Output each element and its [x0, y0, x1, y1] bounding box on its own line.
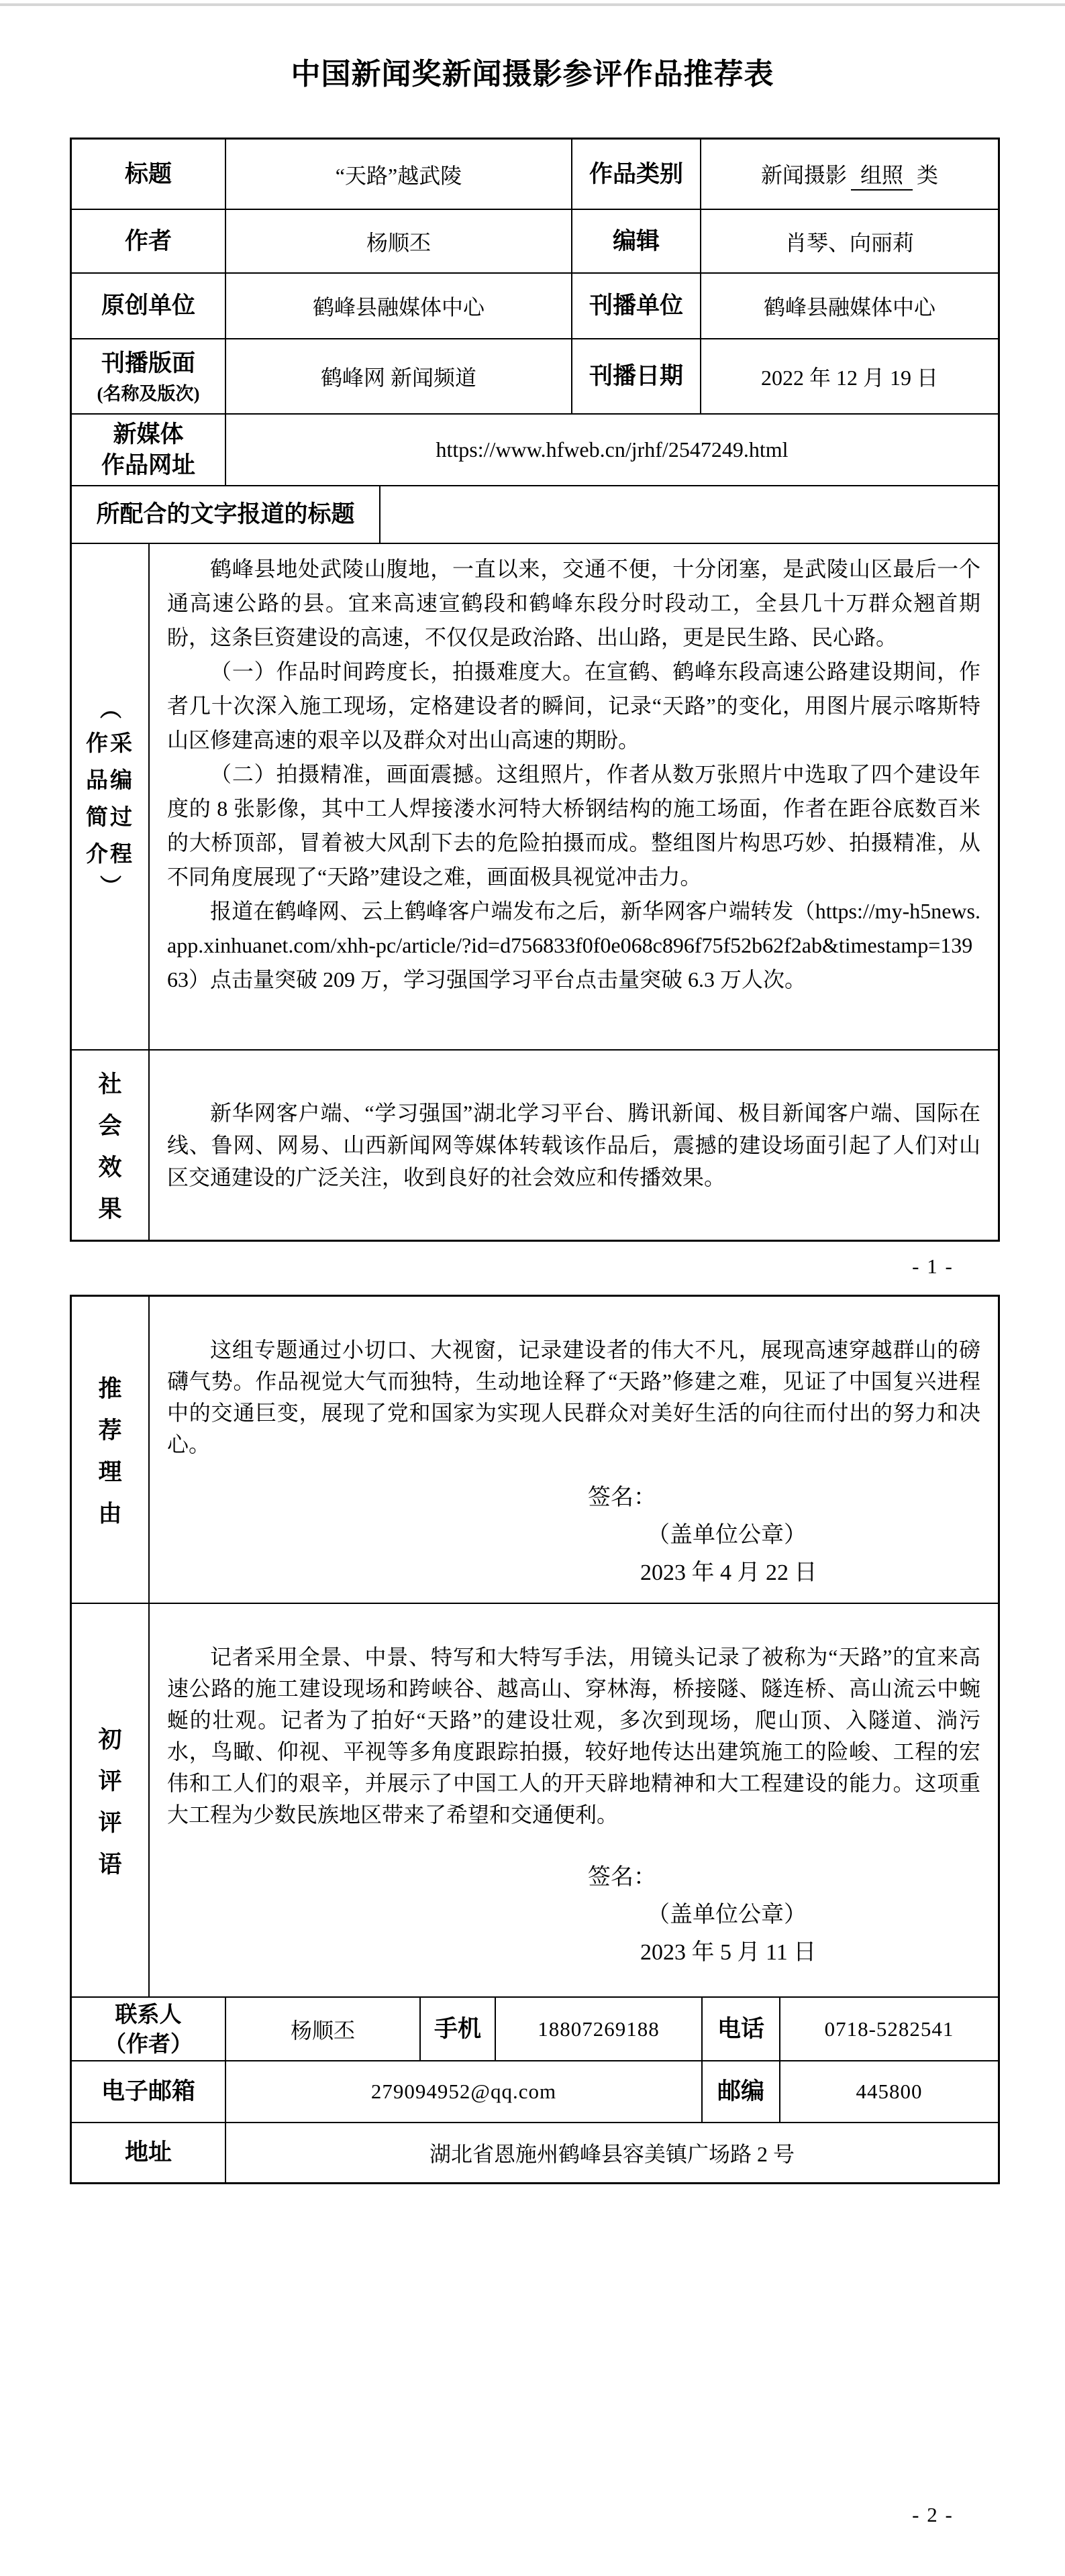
effect-label-char: 效: [98, 1155, 122, 1181]
page-number-1: - 1 -: [912, 1254, 954, 1278]
publisher-label: 刊播单位: [572, 274, 701, 339]
row-author: [72, 210, 998, 274]
editor-value: 肖琴、向丽莉: [701, 210, 998, 274]
summary-label-line: 作采: [86, 730, 134, 755]
review-label-char: 评: [98, 1809, 122, 1836]
sign-label: 签名：: [588, 1485, 656, 1510]
row-summary: [72, 544, 998, 1051]
row-text-report: [72, 486, 998, 544]
phone-value: 0718-5282541: [780, 1998, 998, 2061]
publisher-value: 鹤峰县融媒体中心: [701, 274, 998, 339]
seal-note: （盖单位公章）: [647, 1902, 807, 1927]
category-suffix: 类: [917, 162, 939, 187]
review-paragraph: 记者采用全景、中景、特写和大特写手法，用镜头记录了被称为“天路”的宜来高速公路的施工建设现场和跨峡谷、越高山、穿林海，桥接隧、隧连桥、高山流云中蜿蜒的壮观。记者为了拍好“天路”的建设壮观，多次到现场，爬山顶、入隧道、淌污水，鸟瞰、仰视、平视等多角度跟踪拍摄，较好地传达出建筑施工的险峻、工程的宏伟和工人们的艰辛，并展示了中国工人的开天辟地精神和大工程建设的能力。这项重大工程为少数民族地区带来了希望和交通便利。: [167, 1645, 980, 1827]
contact-person-label-line2: （作者）: [104, 2031, 193, 2056]
contact-person-value: 杨顺丕: [226, 1998, 421, 2061]
email-value: 279094952@qq.com: [226, 2061, 703, 2123]
summary-label-close-paren: ）: [97, 874, 122, 896]
sign-label: 签名：: [588, 1865, 656, 1890]
postcode-value: 445800: [780, 2061, 998, 2123]
form-table-page1: [70, 138, 1000, 1242]
contact-person-label: [72, 1998, 226, 2061]
recommendation-text: [150, 1297, 998, 1604]
category-type: 组照: [851, 158, 913, 191]
address-value: 湖北省恩施州鹤峰县容美镇广场路 2 号: [429, 2142, 795, 2166]
summary-label-line: 介程: [86, 841, 134, 866]
row-effect: [72, 1051, 998, 1240]
row-origin: [72, 274, 998, 339]
review-label-char: 初: [98, 1726, 122, 1753]
author-value: 杨顺丕: [226, 210, 572, 274]
email-label: 电子邮箱: [72, 2061, 226, 2123]
effect-paragraph: 新华网客户端、“学习强国”湖北学习平台、腾讯新闻、极目新闻客户端、国际在线、鲁网、网易、山西新闻网等媒体转载该作品后，震撼的建设场面引起了人们对山区交通建设的广泛关注，收到良好的社会效应和传播效果。: [167, 1101, 980, 1189]
category-value: [701, 140, 998, 210]
contact-person-label-line1: 联系人: [115, 2001, 182, 2027]
url-label-line2: 作品网址: [101, 451, 195, 478]
edition-label-line1: 刊播版面: [101, 350, 195, 376]
summary-paragraph-4: 报道在鹤峰网、云上鹤峰客户端发布之后，新华网客户端转发（https://my-h5news.app.xinhuanet.com/xhh-pc/article/?id=d756833f0f0e068c896f75f52b62f2ab&timestamp=13963）点击量突破 209 万，学习强国学习平台点击量突破 6.3 万人次。: [167, 899, 980, 991]
review-label-char: 评: [98, 1768, 122, 1794]
summary-text: [150, 544, 998, 1051]
summary-paragraph-1: 鹤峰县地处武陵山腹地，一直以来，交通不便，十分闭塞，是武陵山区最后一个通高速公路的县。宜来高速宣鹤段和鹤峰东段分时段动工，全县几十万群众翘首期盼，这条巨资建设的高速，不仅仅是政治路、出山路，更是民生路、民心路。: [167, 557, 980, 649]
url-label-line1: 新媒体: [113, 421, 184, 447]
review-section-label: [72, 1604, 150, 1998]
date-label: 刊播日期: [572, 339, 701, 415]
row-review: [72, 1604, 998, 1998]
effect-text: [150, 1051, 998, 1240]
form-title: 中国新闻奖新闻摄影参评作品推荐表: [291, 58, 774, 91]
postcode-label: 邮编: [703, 2061, 780, 2123]
url-label: [72, 415, 226, 486]
title-value: “天路”越武陵: [226, 140, 572, 210]
effect-label-char: 会: [98, 1113, 122, 1139]
phone-label: 电话: [703, 1998, 780, 2061]
recommendation-label-char: 推: [98, 1376, 122, 1402]
address-label: 地址: [72, 2123, 226, 2182]
summary-label-open-paren: （: [97, 697, 122, 719]
effect-section-label: [72, 1051, 150, 1240]
recommendation-section-label: [72, 1297, 150, 1604]
category-prefix: 新闻摄影: [760, 162, 847, 187]
page-number-2: - 2 -: [912, 2503, 954, 2526]
mobile-value: 18807269188: [496, 1998, 703, 2061]
origin-value: 鹤峰县融媒体中心: [226, 274, 572, 339]
review-text: [150, 1604, 998, 1998]
row-address: [72, 2123, 998, 2182]
recommendation-label-char: 荐: [98, 1417, 122, 1444]
review-label-char: 语: [98, 1851, 122, 1878]
recommendation-label-char: 理: [98, 1459, 122, 1485]
title-label: 标题: [72, 140, 226, 210]
recommendation-date: 2023 年 4 月 22 日: [640, 1560, 817, 1585]
effect-label-char: 果: [98, 1196, 122, 1222]
origin-label: 原创单位: [72, 274, 226, 339]
review-signature-block: [588, 1859, 870, 1972]
summary-label-line: 品编: [86, 767, 134, 792]
row-email: [72, 2061, 998, 2123]
recommendation-signature-block: [588, 1479, 870, 1592]
form-table-page2: [70, 1295, 1000, 2184]
row-edition: [72, 339, 998, 415]
page-top-edge: [0, 3, 1065, 6]
recommendation-paragraph: 这组专题通过小切口、大视窗，记录建设者的伟大不凡，展现高速穿越群山的磅礴气势。作品视觉大气而独特，生动地诠释了“天路”修建之难，见证了中国复兴进程中的交通巨变，展现了党和国家为实现人民群众对美好生活的向往而付出的努力和决心。: [167, 1338, 980, 1456]
recommendation-label-char: 由: [98, 1501, 122, 1527]
author-label: 作者: [72, 210, 226, 274]
seal-note: （盖单位公章）: [647, 1523, 807, 1548]
summary-section-label: [72, 544, 150, 1051]
date-value: 2022 年 12 月 19 日: [701, 339, 998, 415]
review-date: 2023 年 5 月 11 日: [640, 1940, 817, 1965]
edition-value: 鹤峰网 新闻频道: [226, 339, 572, 415]
category-label: 作品类别: [572, 140, 701, 210]
edition-label: [72, 339, 226, 415]
text-report-label: 所配合的文字报道的标题: [72, 486, 381, 544]
row-title: [72, 140, 998, 210]
row-url: [72, 415, 998, 486]
editor-label: 编辑: [572, 210, 701, 274]
row-recommendation: [72, 1297, 998, 1604]
edition-label-line2: (名称及版次): [97, 383, 200, 404]
mobile-label: 手机: [421, 1998, 496, 2061]
effect-label-char: 社: [98, 1071, 122, 1097]
summary-paragraph-2: （一）作品时间跨度长，拍摄难度大。在宣鹤、鹤峰东段高速公路建设期间，作者几十次深入施工现场，定格建设者的瞬间，记录“天路”的变化，用图片展示喀斯特山区修建高速的艰辛以及群众对出山高速的期盼。: [167, 659, 980, 752]
summary-paragraph-3: （二）拍摄精准，画面震撼。这组照片，作者从数万张照片中选取了四个建设年度的 8 张影像，其中工人焊接溇水河特大桥钢结构的施工场面，作者在距谷底数百米的大桥顶部，冒着被大风刮下去的危险拍摄而成。整组图片构思巧妙、拍摄精准，从不同角度展现了“天路”建设之难，画面极具视觉冲击力。: [167, 762, 980, 889]
summary-label-line: 简过: [86, 804, 134, 829]
url-value: https://www.hfweb.cn/jrhf/2547249.html: [226, 415, 998, 486]
text-report-value: [381, 486, 998, 544]
row-contact: [72, 1998, 998, 2061]
